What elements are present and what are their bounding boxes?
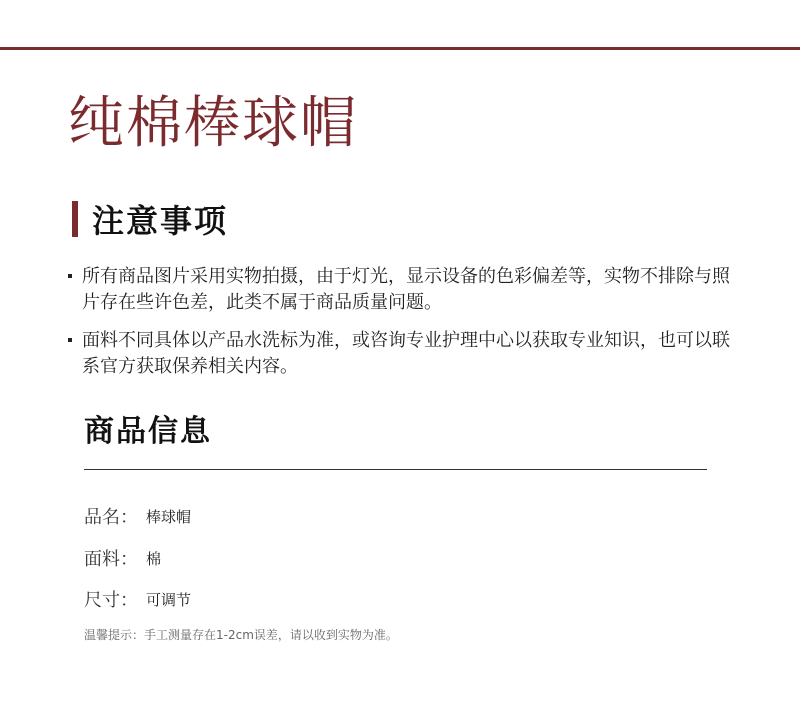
note-text: 面料不同具体以产品水洗标为准，或咨询专业护理中心以获取专业知识，也可以联系官方获取保养相关内容。 (82, 330, 730, 377)
info-label: 面料： (84, 549, 138, 570)
info-value: 可调节 (146, 590, 192, 609)
notes-section-header (72, 196, 228, 242)
notes-list (66, 264, 746, 392)
note-item (66, 328, 746, 380)
info-row-material (84, 545, 161, 571)
bullet-icon (68, 274, 72, 278)
info-row-name (84, 503, 191, 529)
info-value: 棒球帽 (146, 507, 192, 526)
notes-heading: 注意事项 (92, 202, 229, 240)
product-info-divider (84, 469, 707, 470)
top-divider (0, 47, 800, 50)
note-text: 所有商品图片采用实物拍摄，由于灯光，显示设备的色彩偏差等，实物不排除与照片存在些许色差，此类不属于商品质量问题。 (82, 266, 730, 313)
info-label: 尺寸： (84, 590, 138, 611)
bullet-icon (68, 338, 72, 342)
info-row-size (84, 586, 191, 612)
info-value: 棉 (146, 549, 162, 568)
measurement-tip: 温馨提示：手工测量存在1-2cm误差，请以收到实物为准。 (84, 628, 398, 642)
info-label: 品名： (84, 507, 138, 528)
section-accent-bar (72, 201, 78, 237)
page-title: 纯棉棒球帽 (68, 91, 358, 156)
product-info-heading: 商品信息 (84, 414, 212, 449)
note-item (66, 264, 746, 316)
